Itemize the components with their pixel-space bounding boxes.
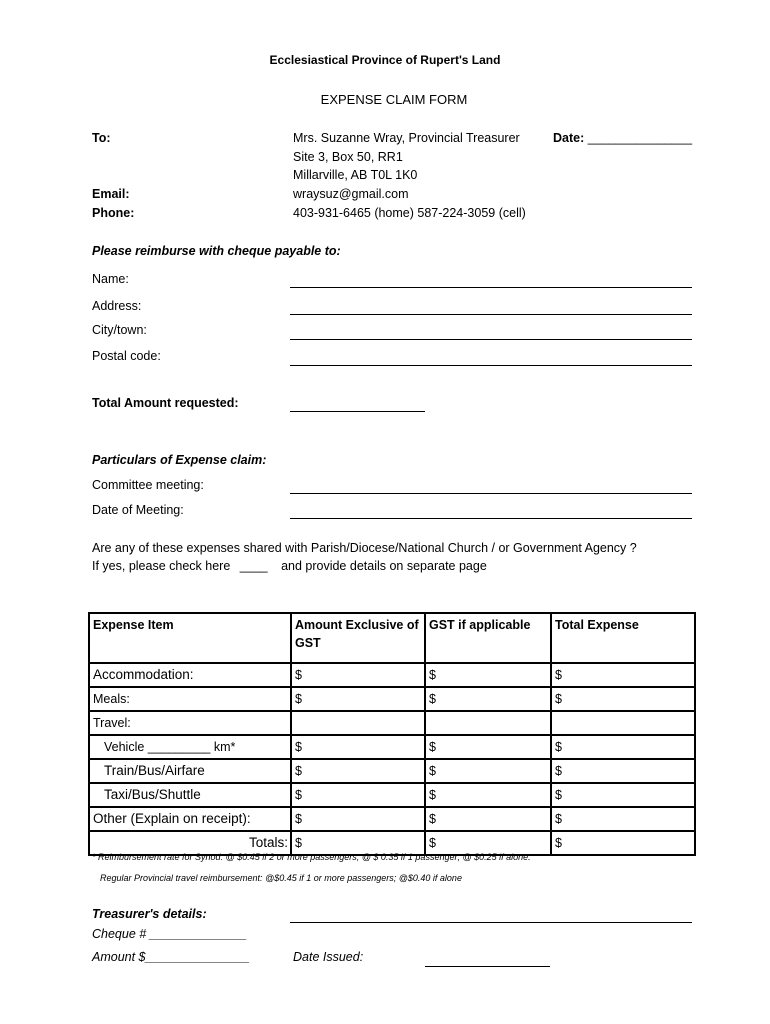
committee-meeting-field[interactable]	[290, 493, 692, 494]
travel-total-cell[interactable]	[551, 711, 695, 735]
city-field[interactable]	[290, 339, 692, 340]
reimburse-heading: Please reimburse with cheque payable to:	[92, 244, 341, 258]
taxi-amount-cell[interactable]: $	[291, 783, 425, 807]
name-label: Name:	[92, 272, 129, 286]
totals-amount-cell[interactable]: $	[291, 831, 425, 855]
name-field[interactable]	[290, 287, 692, 288]
recipient-line-2: Site 3, Box 50, RR1	[293, 150, 403, 164]
date-issued-field[interactable]	[425, 966, 550, 967]
taxi-gst-cell[interactable]: $	[425, 783, 551, 807]
meeting-date-label: Date of Meeting:	[92, 503, 184, 517]
other-total-cell[interactable]: $	[551, 807, 695, 831]
date-issued-label: Date Issued:	[293, 950, 364, 964]
phone-label: Phone:	[92, 206, 135, 220]
shared-check-box[interactable]: ____	[239, 559, 268, 573]
train-gst-cell[interactable]: $	[425, 759, 551, 783]
meals-amount-cell[interactable]: $	[291, 687, 425, 711]
meals-gst-cell[interactable]: $	[425, 687, 551, 711]
shared-check-suffix: and provide details on separate page	[281, 559, 487, 573]
travel-amount-cell[interactable]	[291, 711, 425, 735]
to-label: To:	[92, 131, 111, 145]
row-taxi-bus-shuttle-label: Taxi/Bus/Shuttle	[89, 783, 291, 807]
other-amount-cell[interactable]: $	[291, 807, 425, 831]
header-gst: GST if applicable	[425, 613, 551, 663]
address-label: Address:	[92, 299, 142, 313]
postal-code-label: Postal code:	[92, 349, 161, 363]
city-label: City/town:	[92, 323, 147, 337]
travel-gst-cell[interactable]	[425, 711, 551, 735]
date-label-text: Date:	[553, 131, 585, 145]
organization-name: Ecclesiastical Province of Rupert's Land	[269, 53, 501, 67]
meeting-date-field[interactable]	[290, 518, 692, 519]
phone-value: 403-931-6465 (home) 587-224-3059 (cell)	[293, 206, 526, 220]
address-field[interactable]	[290, 314, 692, 315]
treasurer-heading: Treasurer's details:	[92, 907, 207, 921]
table-row	[89, 807, 695, 831]
date-field[interactable]: _______________	[587, 131, 693, 145]
header-expense-item: Expense Item	[89, 613, 291, 663]
accommodation-gst-cell[interactable]: $	[425, 663, 551, 687]
shared-check-prefix: If yes, please check here	[92, 559, 231, 573]
date-label	[553, 131, 692, 145]
row-train-bus-airfare-label: Train/Bus/Airfare	[89, 759, 291, 783]
row-vehicle-label: Vehicle _________ km*	[89, 735, 291, 759]
table-row	[89, 711, 695, 735]
accommodation-amount-cell[interactable]: $	[291, 663, 425, 687]
row-accommodation-label: Accommodation:	[89, 663, 291, 687]
table-row	[89, 663, 695, 687]
treasurer-details-field[interactable]	[290, 922, 692, 923]
table-row	[89, 735, 695, 759]
vehicle-amount-cell[interactable]: $	[291, 735, 425, 759]
footnote-provincial-rate: Regular Provincial travel reimbursement: @$0.45 if 1 or more passengers; @$0.40 if alone	[100, 873, 462, 883]
recipient-line-1: Mrs. Suzanne Wray, Provincial Treasurer	[293, 131, 520, 145]
total-requested-field[interactable]	[290, 411, 425, 412]
header-total-expense: Total Expense	[551, 613, 695, 663]
total-requested-label: Total Amount requested:	[92, 396, 239, 410]
vehicle-gst-cell[interactable]: $	[425, 735, 551, 759]
table-header-row	[89, 613, 695, 663]
row-travel-label: Travel:	[89, 711, 291, 735]
table-row	[89, 759, 695, 783]
shared-check-line	[92, 559, 487, 573]
email-label: Email:	[92, 187, 130, 201]
meals-total-cell[interactable]: $	[551, 687, 695, 711]
cheque-number-field[interactable]: Cheque # ______________	[92, 927, 248, 941]
table-row	[89, 687, 695, 711]
header-amount-excl-gst: Amount Exclusive of GST	[291, 613, 425, 663]
row-totals-label: Totals:	[89, 831, 291, 855]
shared-expenses-question: Are any of these expenses shared with Parish/Diocese/National Church / or Government Agency ?	[92, 541, 637, 555]
train-amount-cell[interactable]: $	[291, 759, 425, 783]
totals-gst-cell[interactable]: $	[425, 831, 551, 855]
totals-total-cell[interactable]: $	[551, 831, 695, 855]
footnote-synod-rate: * Reimbursement rate for Synod: @ $0.45 if 2 or more passengers; @ $ 0.35 if 1 passenger; @ $0.25 if alone.	[92, 852, 531, 862]
vehicle-total-cell[interactable]: $	[551, 735, 695, 759]
postal-code-field[interactable]	[290, 365, 692, 366]
email-value: wraysuz@gmail.com	[293, 187, 409, 201]
particulars-heading: Particulars of Expense claim:	[92, 453, 267, 467]
expense-table	[88, 612, 696, 856]
accommodation-total-cell[interactable]: $	[551, 663, 695, 687]
taxi-total-cell[interactable]: $	[551, 783, 695, 807]
table-row	[89, 783, 695, 807]
row-other-label: Other (Explain on receipt):	[89, 807, 291, 831]
row-meals-label: Meals:	[89, 687, 291, 711]
recipient-line-3: Millarville, AB T0L 1K0	[293, 168, 418, 182]
committee-meeting-label: Committee meeting:	[92, 478, 204, 492]
other-gst-cell[interactable]: $	[425, 807, 551, 831]
amount-field[interactable]: Amount $_______________	[92, 950, 250, 964]
train-total-cell[interactable]: $	[551, 759, 695, 783]
form-title: EXPENSE CLAIM FORM	[320, 92, 468, 107]
